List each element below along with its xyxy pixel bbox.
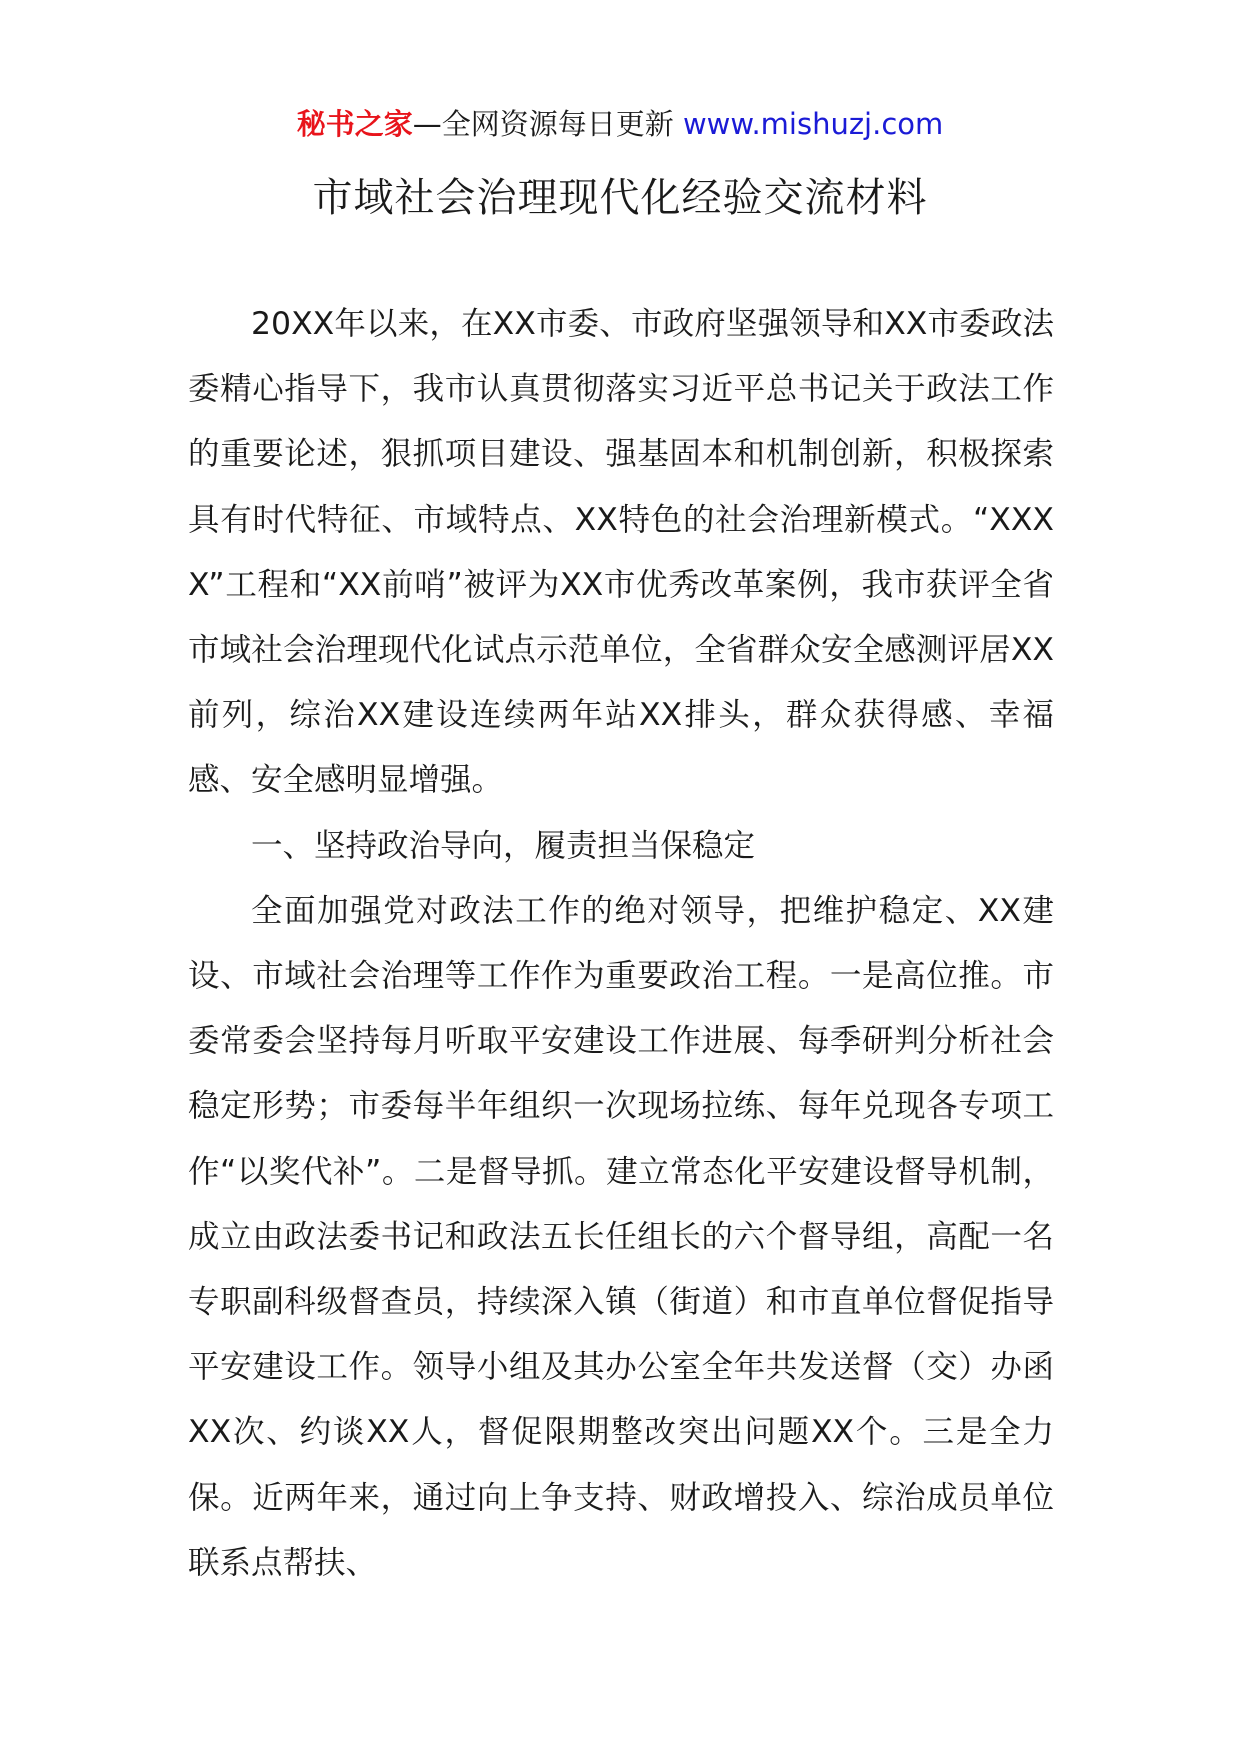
section-paragraph: 全面加强党对政法工作的绝对领导，把维护稳定、XX建设、市域社会治理等工作作为重要政治工程。一是高位推。市委常委会坚持每月听取平安建设工作进展、每季研判分析社会稳定形势；市委每半年组织一次现场拉练、每年兑现各专项工作“以奖代补”。二是督导抓。建立常态化平安建设督导机制，成立由政法委书记和政法五长任组长的六个督导组，高配一名专职副科级督查员，持续深入镇（街道）和市直单位督促指导平安建设工作。领导小组及其办公室全年共发送督（交）办函XX次、约谈XX人，督促限期整改突出问题XX个。三是全力保。近两年来，通过向上争支持、财政增投入、综治成员单位联系点帮扶、 [188,892,1054,1581]
brand-name: 秘书之家 [296,107,413,141]
document-title: 市域社会治理现代化经验交流材料 [312,175,928,221]
site-url-link[interactable]: www.mishuzj.com [682,107,944,141]
header-tagline: —全网资源每日更新 [412,107,674,141]
document-body [188,292,1054,1596]
site-header [0,104,1240,144]
section-heading: 一、坚持政治导向，履责担当保稳定 [251,827,756,864]
intro-paragraph: 20XX年以来，在XX市委、市政府坚强领导和XX市委政法委精心指导下，我市认真贯彻落实习近平总书记关于政法工作的重要论述，狠抓项目建设、强基固本和机制创新，积极探索具有时代特征、市域特点、XX特色的社会治理新模式。“XXXX”工程和“XX前哨”被评为XX市优秀改革案例，我市获评全省市域社会治理现代化试点示范单位，全省群众安全感测评居XX前列，综治XX建设连续两年站XX排头，群众获得感、幸福感、安全感明显增强。 [188,306,1054,799]
